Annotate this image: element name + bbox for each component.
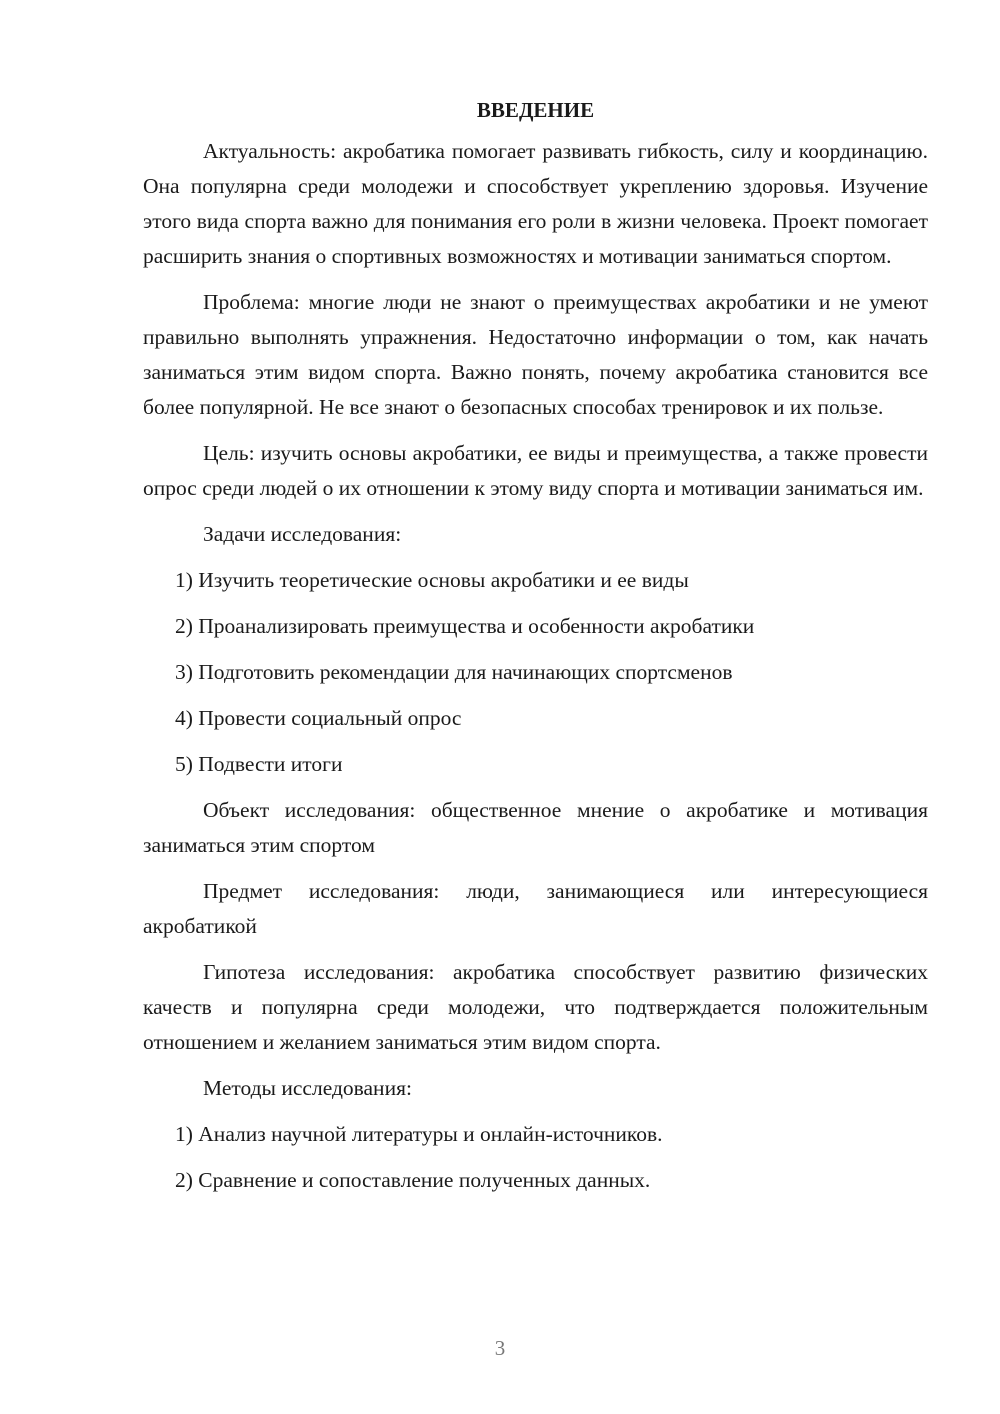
goal-paragraph: Цель: изучить основы акробатики, ее виды и преимущества, а также провести опрос среди людей о их отношении к этому виду спорта и мотивации заниматься им. [143,441,928,500]
problem-paragraph: Проблема: многие люди не знают о преимуществах акробатики и не умеют правильно выполнять упражнения. Недостаточно информации о том, как начать заниматься этим видом спорта. Важно понять, почему акробатика становится все более популярной. Не все знают о безопасных способах тренировок и их пользе. [143,290,928,419]
methods-heading: Методы исследования: [203,1076,412,1100]
task-item: 3) Подготовить рекомендации для начинающих спортсменов [175,660,733,684]
task-item: 5) Подвести итоги [175,752,343,776]
task-item: 4) Провести социальный опрос [175,706,462,730]
relevance-paragraph: Актуальность: акробатика помогает развивать гибкость, силу и координацию. Она популярна среди молодежи и способствует укреплению здоровья. Изучение этого вида спорта важно для понимания его роли в жизни человека. Проект помогает расширить знания о спортивных возможностях и мотивации заниматься спортом. [143,139,928,268]
tasks-heading: Задачи исследования: [203,522,402,546]
task-item: 1) Изучить теоретические основы акробатики и ее виды [175,568,689,592]
task-item: 2) Проанализировать преимущества и особенности акробатики [175,614,755,638]
document-page [143,96,928,1209]
object-paragraph: Объект исследования: общественное мнение о акробатике и мотивация заниматься этим спортом [143,798,928,857]
page-number: 3 [494,1336,506,1360]
method-item: 2) Сравнение и сопоставление полученных данных. [175,1168,651,1192]
subject-paragraph: Предмет исследования: люди, занимающиеся или интересующиеся акробатикой [143,879,928,938]
page-title: ВВЕДЕНИЕ [476,98,595,122]
hypothesis-paragraph: Гипотеза исследования: акробатика способствует развитию физических качеств и популярна среди молодежи, что подтверждается положительным отношением и желанием заниматься этим видом спорта. [143,960,928,1054]
method-item: 1) Анализ научной литературы и онлайн-источников. [175,1122,663,1146]
